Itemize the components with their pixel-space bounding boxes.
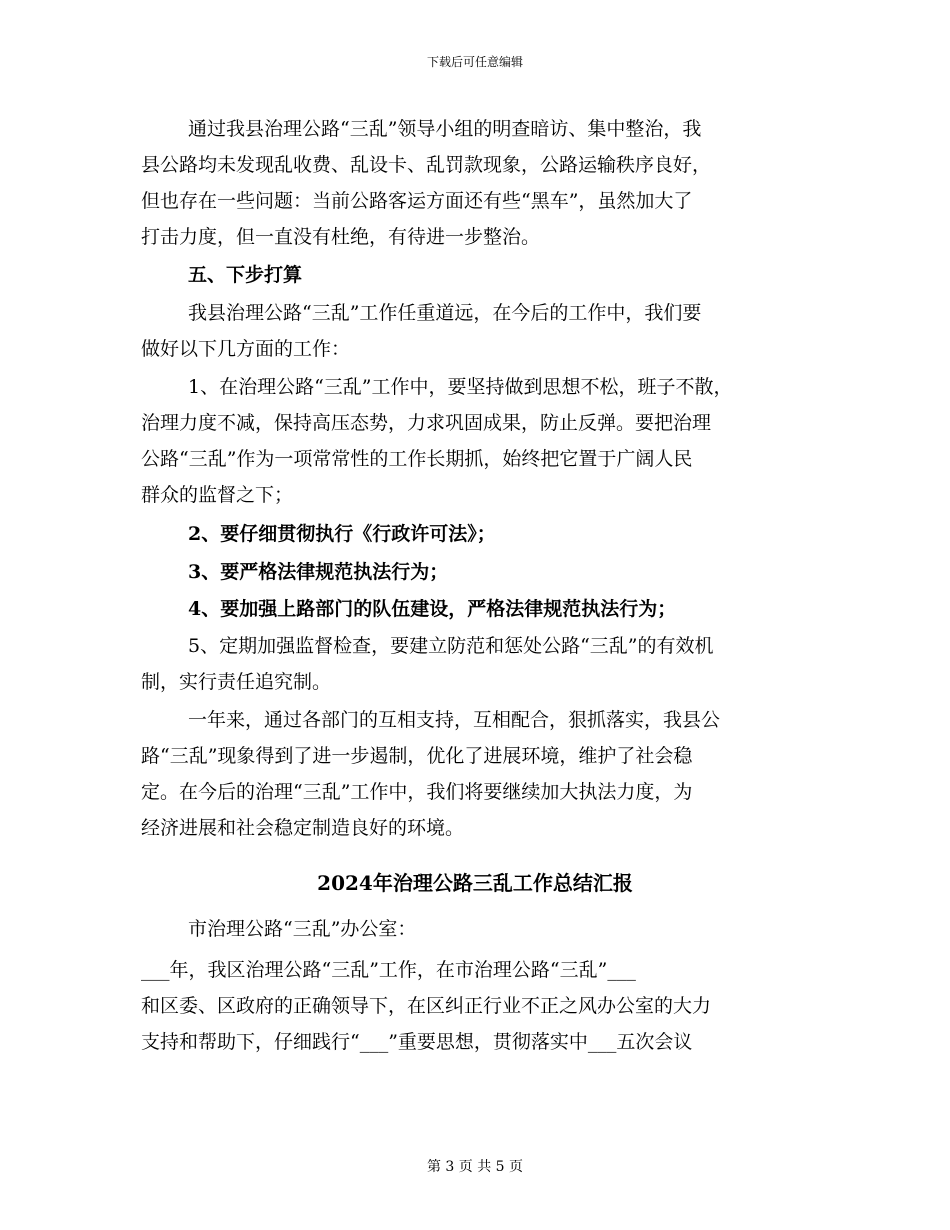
- section-heading: 五、下步打算: [188, 264, 303, 286]
- paragraph-line: 路“三乱”现象得到了进一步遏制，优化了进展环境，维护了社会稳: [141, 745, 693, 767]
- list-item-bold: 3、要严格法律规范执法行为；: [188, 561, 449, 583]
- paragraph-line: 一年来，通过各部门的互相支持，互相配合，狠抓落实，我县公: [188, 709, 721, 731]
- paragraph-line: 定。在今后的治理“三乱”工作中，我们将要继续加大执法力度，为: [141, 781, 693, 803]
- paragraph-line: 通过我县治理公路“三乱”领导小组的明查暗访、集中整治，我: [188, 118, 702, 140]
- paragraph-line: 支持和帮助下，仔细践行“___”重要思想，贯彻落实中___五次会议: [141, 1031, 693, 1053]
- paragraph-line: 和区委、区政府的正确领导下，在区纠正行业不正之风办公室的大力: [141, 995, 712, 1017]
- document-title: 2024年治理公路三乱工作总结汇报: [317, 871, 633, 895]
- list-item-line: 群众的监督之下；: [141, 484, 294, 506]
- paragraph-line: 县公路均未发现乱收费、乱设卡、乱罚款现象，公路运输秩序良好，: [141, 154, 712, 176]
- page-header: 下载后可任意编辑: [426, 55, 523, 69]
- paragraph-line: 经济进展和社会稳定制造良好的环境。: [141, 817, 465, 839]
- list-item-line: 制，实行责任追究制。: [141, 671, 332, 693]
- paragraph-line: ___年，我区治理公路“三乱”工作，在市治理公路“三乱”___: [141, 959, 636, 981]
- list-item-bold: 2、要仔细贯彻执行《行政许可法》；: [188, 523, 496, 545]
- paragraph-line: 但也存在一些问题：当前公路客运方面还有些“黑车”，虽然加大了: [141, 190, 693, 212]
- list-item-bold: 4、要加强上路部门的队伍建设，严格法律规范执法行为；: [188, 598, 677, 620]
- paragraph-line: 我县治理公路“三乱”工作任重道远，在今后的工作中，我们要: [188, 302, 702, 324]
- list-item-line: 治理力度不减，保持高压态势，力求巩固成果，防止反弹。要把治理: [141, 412, 712, 434]
- paragraph-line: 做好以下几方面的工作：: [141, 338, 351, 360]
- page-footer: 第 3 页 共 5 页: [426, 1159, 524, 1175]
- list-item-line: 公路“三乱”作为一项常常性的工作长期抓，始终把它置于广阔人民: [141, 448, 693, 470]
- salutation: 市治理公路“三乱”办公室：: [188, 918, 417, 940]
- list-item-line: 1、在治理公路“三乱”工作中，要坚持做到思想不松，班子不散，: [188, 376, 733, 398]
- list-item-line: 5、定期加强监督检查，要建立防范和惩处公路“三乱”的有效机: [188, 635, 714, 657]
- paragraph-line: 打击力度，但一直没有杜绝，有待进一步整治。: [141, 226, 541, 248]
